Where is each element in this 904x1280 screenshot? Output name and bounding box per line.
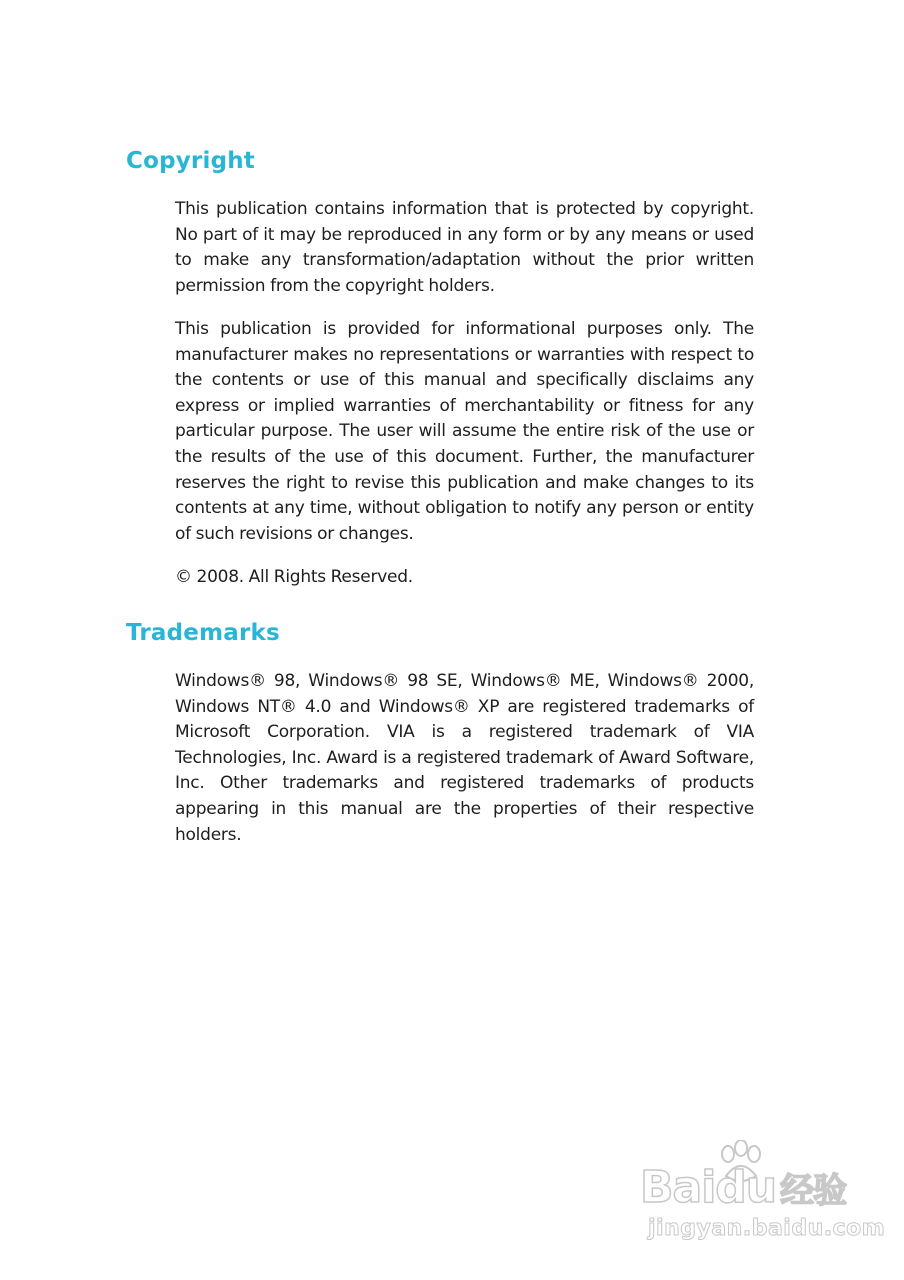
watermark-url: jingyan.baidu.com [648,1216,886,1241]
watermark-brand [640,1162,846,1213]
copyright-paragraph-1: This publication contains information that is protected by copyright. No part of it may be reproduced in any form or by any means or used to make any transformation/adaptation without the prior written permission from the copyright holders. [175,199,754,296]
trademarks-heading: Trademarks [126,620,280,646]
watermark-brand-text: Baidu [640,1162,777,1213]
copyright-paragraph-2: This publication is provided for informational purposes only. The manufacturer makes no representations or warranties with respect to the contents or use of this manual and specifically disclaims any express or implied warranties of merchantability or fitness for any particular purpose. The user will assume the entire risk of the use or the results of the use of this document. Further, the manufacturer reserves the right to revise this publication and make changes to its contents at any time, without obligation to notify any person or entity of such revisions or changes. [175,319,754,544]
copyright-heading: Copyright [126,148,255,174]
baidu-jingyan-watermark [640,1140,886,1250]
trademarks-paragraph: Windows® 98, Windows® 98 SE, Windows® ME, Windows® 2000, Windows NT® 4.0 and Windows® XP are registered trademarks of Microsoft Corporation. VIA is a registered trademark of VIA Technologies, Inc. Award is a registered trademark of Award Software, Inc. Other trademarks and registered trademarks of products appearing in this manual are the properties of their respective holders. [175,671,754,845]
watermark-brand-cn: 经验 [780,1171,847,1211]
copyright-notice: © 2008. All Rights Reserved. [175,567,413,587]
